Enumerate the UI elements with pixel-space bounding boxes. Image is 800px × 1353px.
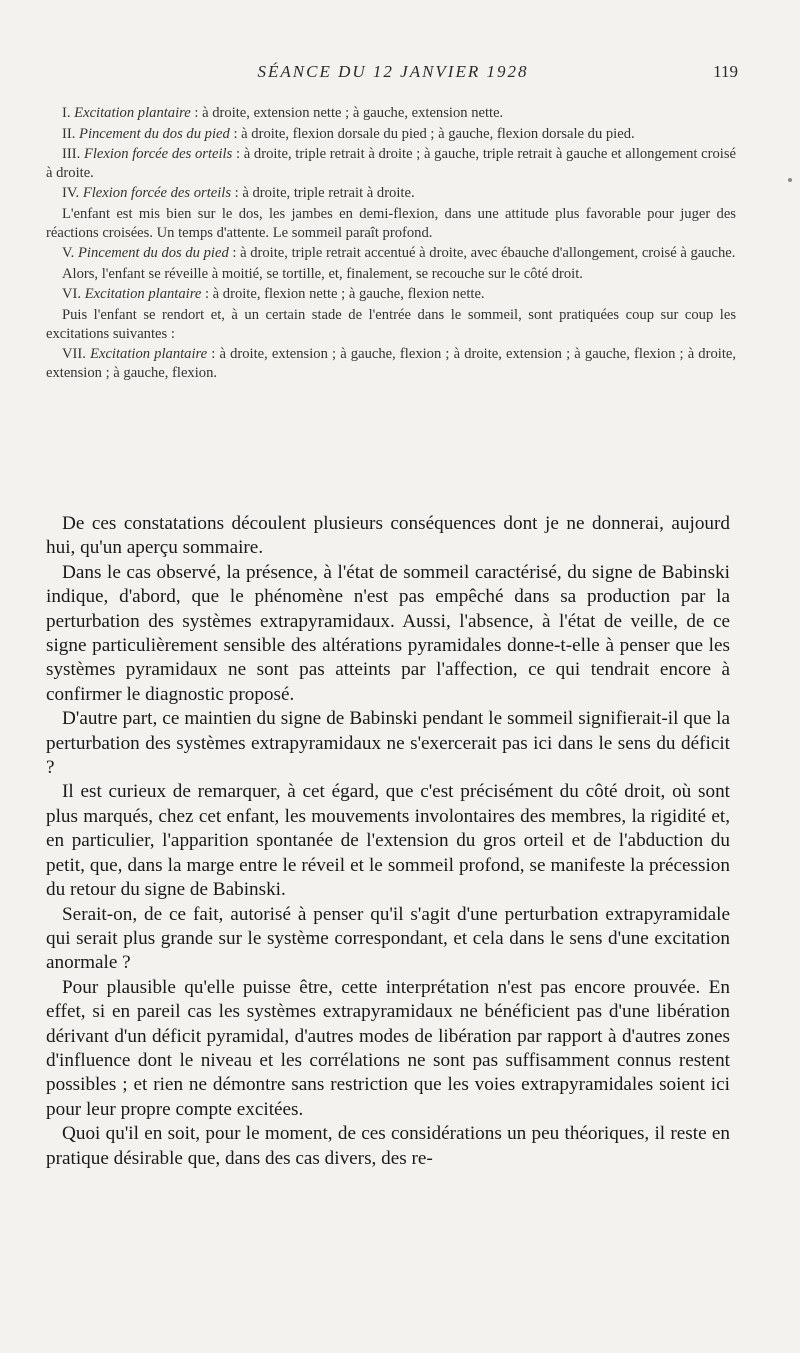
- note-number: I.: [62, 105, 71, 121]
- note-label: Excitation plantaire: [90, 346, 208, 363]
- note-number: IV.: [62, 185, 80, 202]
- note-label: Pincement du dos du pied: [79, 125, 230, 142]
- note-text: : à droite, triple retrait à droite.: [231, 185, 415, 202]
- margin-mark: [788, 178, 792, 182]
- running-head: SÉANCE DU 12 JANVIER 1928: [257, 62, 529, 81]
- note-text: : à droite, triple retrait accentué à droite, avec ébauche d'allongement, croisé à gauche.: [228, 245, 736, 262]
- note-number: III.: [62, 146, 81, 163]
- note-number: V.: [62, 245, 75, 262]
- page-number: 119: [713, 62, 738, 81]
- note-label: Flexion forcée des orteils: [82, 185, 232, 202]
- note-paragraph: [46, 244, 736, 263]
- note-text: : à droite, flexion dorsale du pied ; à gauche, flexion dorsale du pied.: [229, 125, 635, 142]
- note-text: Alors, l'enfant se réveille à moitié, se tortille, et, finalement, se recouche sur le côté droit.: [62, 265, 583, 282]
- body-paragraph: Quoi qu'il en soit, pour le moment, de ces considérations un peu théoriques, il reste en pratique désirable que, dans des cas divers, des re-: [46, 1123, 730, 1169]
- note-label: Excitation plantaire: [74, 105, 191, 121]
- body-text: [46, 512, 730, 1171]
- body-paragraph: Serait-on, de ce fait, autorisé à penser qu'il s'agit d'une perturbation extrapyramidale qui serait plus grande sur le système correspondant, et cela dans le sens d'une excitation anormale ?: [46, 903, 730, 974]
- note-paragraph: [46, 345, 736, 382]
- note-number: VI.: [62, 286, 82, 303]
- note-paragraph: [46, 285, 736, 304]
- body-paragraph: Dans le cas observé, la présence, à l'état de sommeil caractérisé, du signe de Babinski indique, d'abord, que le phénomène n'est pas empêché dans sa production par la perturbation des systèmes extrapyramidaux. Aussi, l'absence, à l'état de veille, de ce signe particulièrement sensible des altérations pyramidales donne-t-elle à penser que les systèmes pyramidaux ne sont pas atteints par l'affection, ce qui tendrait encore à confirmer le diagnostic proposé.: [46, 561, 730, 705]
- note-paragraph: [46, 125, 736, 144]
- note-text: : à droite, triple retrait à droite ; à gauche, triple retrait à gauche et allongement croisé à droite.: [46, 146, 736, 181]
- note-number: VII.: [62, 346, 86, 363]
- note-paragraph: [46, 265, 736, 284]
- note-paragraph: [46, 104, 736, 123]
- note-text: L'enfant est mis bien sur le dos, les jambes en demi-flexion, dans une attitude plus favorable pour juger des réactions croisées. Un temps d'attente. Le sommeil paraît profond.: [46, 205, 736, 241]
- body-paragraph: De ces constatations découlent plusieurs conséquences dont je ne donnerai, aujourd hui, qu'un aperçu sommaire.: [46, 513, 730, 559]
- note-number: II.: [62, 125, 76, 142]
- note-label: Flexion forcée des orteils: [83, 146, 233, 163]
- body-paragraph: Pour plausible qu'elle puisse être, cette interprétation n'est pas encore prouvée. En effet, si en pareil cas les systèmes extrapyramidaux ne bénéficient pas d'une libération dérivant d'un déficit pyramidal, d'autres modes de libération par rapport à d'autres zones d'influence dont le niveau et les corrélations ne sont pas suffisamment connus restent possibles ; et rien ne démontre sans restriction que les voies extrapyramidales soient ici pour leur propre compte excitées.: [46, 976, 730, 1120]
- note-paragraph: [46, 306, 736, 343]
- note-label: Excitation plantaire: [84, 286, 202, 303]
- note-label: Pincement du dos du pied: [77, 245, 229, 262]
- note-text: : à droite, extension nette ; à gauche, extension nette.: [190, 105, 504, 121]
- observation-notes: [46, 104, 736, 384]
- note-text: Puis l'enfant se rendort et, à un certain stade de l'entrée dans le sommeil, sont pratiquées coup sur coup les excitations suivantes :: [46, 306, 736, 342]
- note-text: : à droite, extension ; à gauche, flexion ; à droite, extension ; à gauche, flexion ; à droite, extension ; à gauche, flexion.: [46, 346, 736, 381]
- note-paragraph: [46, 145, 736, 182]
- note-text: : à droite, flexion nette ; à gauche, flexion nette.: [201, 286, 485, 303]
- page-header: [48, 62, 738, 92]
- note-paragraph: [46, 205, 736, 242]
- body-paragraph: Il est curieux de remarquer, à cet égard, que c'est précisément du côté droit, où sont plus marqués, chez cet enfant, les mouvements involontaires des membres, la rigidité et, en particulier, l'apparition spontanée de l'extension du gros orteil et de l'abduction du petit, que, dans la marge entre le réveil et le sommeil profond, se manifeste la précession du retour du signe de Babinski.: [46, 781, 730, 901]
- note-paragraph: [46, 184, 736, 203]
- body-paragraph: D'autre part, ce maintien du signe de Babinski pendant le sommeil signifierait-il que la perturbation des systèmes extrapyramidaux ne s'exercerait pas ici dans le sens du déficit ?: [46, 708, 730, 779]
